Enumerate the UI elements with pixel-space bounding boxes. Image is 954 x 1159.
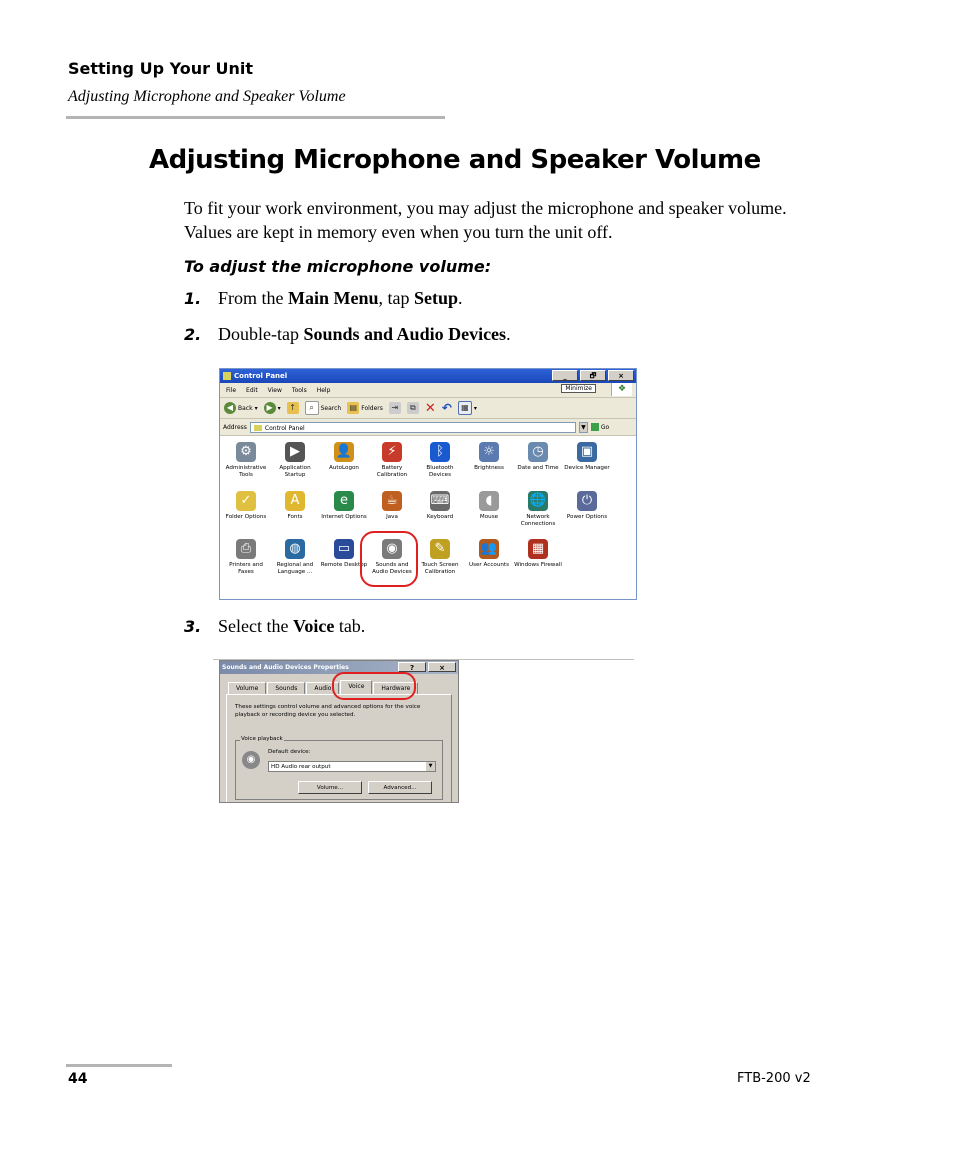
- default-device-select[interactable]: [268, 761, 436, 772]
- speaker-icon: ◉: [382, 539, 402, 559]
- voice-tab-panel: [226, 694, 452, 803]
- back-arrow-icon: ◀: [224, 402, 236, 414]
- step-text: Select the: [218, 616, 293, 636]
- undo-button[interactable]: [442, 401, 452, 415]
- procedure-title: To adjust the microphone volume:: [184, 257, 492, 276]
- control-panel-item-label: Internet Options: [321, 514, 367, 520]
- control-panel-item[interactable]: [320, 491, 368, 521]
- menu-edit[interactable]: Edit: [246, 386, 258, 394]
- control-panel-item-label: Sounds and Audio Devices: [372, 562, 412, 575]
- control-panel-item[interactable]: [222, 539, 270, 576]
- move-to-icon: ⇥: [389, 402, 401, 414]
- control-panel-item[interactable]: [368, 442, 416, 479]
- control-panel-item-label: Brightness: [474, 465, 504, 471]
- step-number: 2.: [184, 325, 202, 344]
- power-icon: ⏻: [577, 491, 597, 511]
- battery-icon: ⚡: [382, 442, 402, 462]
- control-panel-item[interactable]: [465, 491, 513, 521]
- intro-paragraph: To fit your work environment, you may adjust the microphone and speaker volume. Values are kept in memory even when you turn the unit off.: [184, 198, 787, 242]
- address-dropdown[interactable]: ▼: [579, 422, 588, 433]
- copy-to-button[interactable]: [407, 402, 419, 414]
- menu-tools[interactable]: Tools: [291, 386, 307, 394]
- internet-options-icon: e: [334, 491, 354, 511]
- control-panel-item-label: Power Options: [566, 514, 608, 520]
- forward-button[interactable]: ▶ ▾: [264, 402, 281, 414]
- firewall-icon: ▦: [528, 539, 548, 559]
- network-icon: 🌐: [528, 491, 548, 511]
- tab-audio[interactable]: Audio: [306, 682, 339, 694]
- folders-button[interactable]: [347, 402, 383, 414]
- bluetooth-icon: ᛒ: [430, 442, 450, 462]
- control-panel-item-label: Network Connections: [520, 514, 556, 527]
- highlight-circle: [360, 531, 418, 587]
- control-panel-item[interactable]: [320, 442, 368, 472]
- control-panel-item-label: Date and Time: [517, 465, 559, 471]
- speaker-icon: ◉: [242, 751, 260, 769]
- step-text: .: [506, 324, 511, 344]
- folders-label: Folders: [361, 404, 383, 412]
- delete-button[interactable]: [425, 401, 436, 416]
- brightness-icon: ☼: [479, 442, 499, 462]
- clock-icon: ◷: [528, 442, 548, 462]
- address-bar: [220, 419, 636, 436]
- touch-screen-icon: ✎: [430, 539, 450, 559]
- control-panel-item[interactable]: [416, 539, 464, 576]
- tab-voice[interactable]: Voice: [340, 680, 372, 694]
- control-panel-item-label: Touch Screen Calibration: [421, 562, 459, 575]
- control-panel-screenshot: [219, 368, 637, 600]
- device-value: HD Audio rear output: [271, 764, 331, 770]
- control-panel-icon: [223, 372, 231, 380]
- autologon-icon: 👤: [334, 442, 354, 462]
- voice-description: These settings control volume and advanced options for the voice playback or recording device you selected.: [235, 704, 421, 718]
- control-panel-item[interactable]: [416, 491, 464, 521]
- control-panel-item-label: AutoLogon: [329, 465, 359, 471]
- remote-desktop-icon: ▭: [334, 539, 354, 559]
- keyboard-icon: ⌨: [430, 491, 450, 511]
- control-panel-item-label: Keyboard: [426, 514, 454, 520]
- control-panel-item-label: Windows Firewall: [514, 562, 562, 568]
- control-panel-item[interactable]: [271, 539, 319, 576]
- globe-icon: ◍: [285, 539, 305, 559]
- control-panel-item[interactable]: [514, 442, 562, 472]
- menu-bar: [220, 383, 636, 398]
- control-panel-item-label: Administrative Tools: [225, 465, 267, 478]
- control-panel-item-label: User Accounts: [468, 562, 510, 568]
- page-number: 44: [68, 1071, 88, 1087]
- control-panel-item[interactable]: [465, 442, 513, 472]
- menu-help[interactable]: Help: [316, 386, 331, 394]
- sounds-audio-term: Sounds and Audio Devices: [303, 324, 507, 344]
- control-panel-item-label: Regional and Language ...: [276, 562, 314, 575]
- step-3: [184, 616, 684, 638]
- minimize-button[interactable]: _: [552, 370, 578, 381]
- delete-icon: ✕: [424, 400, 436, 416]
- search-label: Search: [320, 404, 342, 412]
- control-panel-item[interactable]: [416, 442, 464, 479]
- control-panel-item[interactable]: [563, 442, 611, 472]
- views-icon: ▦: [458, 401, 472, 415]
- step-text: .: [458, 288, 463, 308]
- menu-file[interactable]: File: [226, 386, 237, 394]
- tab-hardware[interactable]: Hardware: [373, 682, 418, 694]
- step-number: 1.: [184, 289, 202, 308]
- menu-view[interactable]: View: [267, 386, 282, 394]
- running-header-chapter: Setting Up Your Unit: [68, 59, 254, 78]
- step-text: From the: [218, 288, 288, 308]
- voice-playback-group: [235, 736, 443, 800]
- java-icon: ☕: [382, 491, 402, 511]
- tab-sounds[interactable]: Sounds: [267, 682, 305, 694]
- step-1: [184, 288, 684, 310]
- advanced-button[interactable]: Advanced...: [368, 781, 432, 794]
- document-id: FTB-200 v2: [737, 1071, 811, 1086]
- chevron-down-icon: ▼: [426, 762, 435, 771]
- search-button[interactable]: [305, 401, 342, 415]
- app-startup-icon: ▶: [285, 442, 305, 462]
- address-label: Address: [223, 423, 247, 431]
- user-accounts-icon: 👥: [479, 539, 499, 559]
- step-text: , tap: [378, 288, 415, 308]
- volume-button[interactable]: Volume...: [298, 781, 362, 794]
- control-panel-item[interactable]: [465, 539, 513, 569]
- window-title: Control Panel: [234, 372, 288, 380]
- main-menu-term: Main Menu: [288, 288, 379, 308]
- control-panel-item-label: Device Manager: [564, 465, 610, 471]
- undo-icon: ↶: [441, 401, 452, 415]
- minimize-label[interactable]: Minimize: [561, 384, 596, 393]
- page-title: Adjusting Microphone and Speaker Volume: [149, 145, 761, 175]
- running-header-section: Adjusting Microphone and Speaker Volume: [68, 88, 346, 105]
- control-panel-item-label: Battery Calibration: [376, 465, 408, 478]
- views-button[interactable]: ▦ ▾: [458, 401, 477, 415]
- step-number: 3.: [184, 617, 202, 636]
- control-panel-item[interactable]: [368, 491, 416, 521]
- admin-tools-icon: ⚙: [236, 442, 256, 462]
- toolbar: [220, 398, 636, 419]
- control-panel-item-label: Printers and Faxes: [229, 562, 263, 575]
- back-label: Back: [238, 404, 253, 412]
- printer-icon: ⎙: [236, 539, 256, 559]
- go-arrow-icon: [591, 423, 599, 431]
- device-manager-icon: ▣: [577, 442, 597, 462]
- control-panel-item-label: Remote Desktop: [320, 562, 368, 568]
- sounds-dialog-screenshot: [219, 660, 459, 803]
- footer-rule: [66, 1064, 172, 1067]
- control-panel-item[interactable]: [222, 491, 270, 521]
- highlight-circle: [332, 672, 416, 700]
- windows-logo-icon: ❖: [611, 383, 632, 396]
- default-device-label: Default device:: [268, 749, 311, 755]
- control-panel-item[interactable]: [514, 491, 562, 528]
- control-panel-item[interactable]: [563, 491, 611, 521]
- forward-arrow-icon: ▶: [264, 402, 276, 414]
- search-icon: ⌕: [305, 401, 319, 415]
- setup-term: Setup: [414, 288, 459, 308]
- tab-volume[interactable]: Volume: [228, 682, 266, 694]
- control-panel-item-label: Bluetooth Devices: [426, 465, 454, 478]
- control-panel-item-label: Mouse: [479, 514, 499, 520]
- up-folder-button[interactable]: [287, 402, 299, 414]
- folders-icon: ▤: [347, 402, 359, 414]
- control-panel-item-label: Application Startup: [279, 465, 311, 478]
- mouse-icon: ◖: [479, 491, 499, 511]
- voice-term: Voice: [292, 616, 335, 636]
- control-panel-item[interactable]: [514, 539, 562, 569]
- step-2: [184, 324, 684, 346]
- address-field[interactable]: Control Panel: [250, 422, 576, 433]
- folder-options-icon: ✓: [236, 491, 256, 511]
- control-panel-item[interactable]: [222, 442, 270, 479]
- header-rule: [66, 116, 445, 119]
- fonts-icon: A: [285, 491, 305, 511]
- control-panel-item-label: Java: [386, 514, 398, 520]
- control-panel-item-label: Folder Options: [225, 514, 267, 520]
- move-to-button[interactable]: [389, 402, 401, 414]
- control-panel-item[interactable]: [271, 491, 319, 521]
- dialog-close-button[interactable]: ×: [428, 662, 456, 672]
- group-label: Voice playback: [241, 736, 283, 742]
- control-panel-item[interactable]: [271, 442, 319, 479]
- step-text: tab.: [334, 616, 366, 636]
- dialog-title: Sounds and Audio Devices Properties: [222, 664, 349, 671]
- control-panel-item-label: Fonts: [287, 514, 303, 520]
- up-folder-icon: ↑: [287, 402, 299, 414]
- copy-to-icon: ⧉: [407, 402, 419, 414]
- close-button[interactable]: ×: [608, 370, 634, 381]
- back-button[interactable]: ◀ Back ▾: [224, 402, 258, 414]
- step-text: Double-tap: [218, 324, 304, 344]
- control-panel-titlebar: [220, 369, 636, 383]
- help-button[interactable]: ?: [398, 662, 426, 672]
- restore-button[interactable]: 🗗: [580, 370, 606, 381]
- go-label: Go: [600, 423, 610, 431]
- go-button[interactable]: [591, 423, 609, 431]
